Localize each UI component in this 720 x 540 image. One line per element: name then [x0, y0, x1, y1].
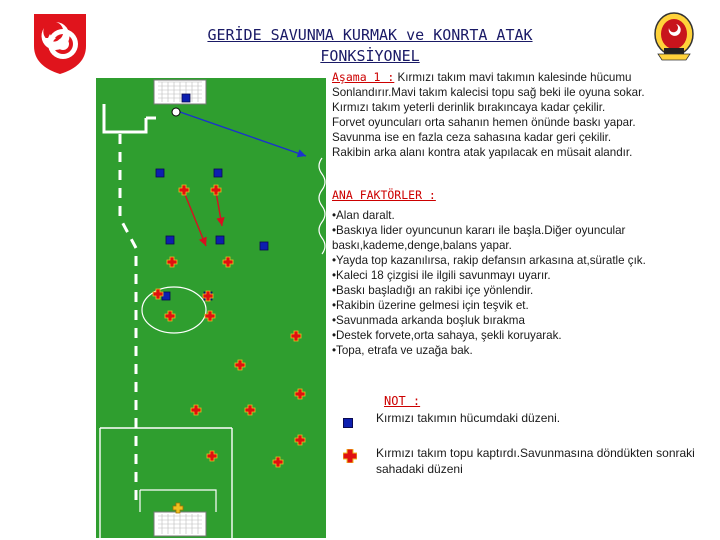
football-icon — [172, 108, 180, 116]
asama-1-line-2: Kırmızı takım yeterli derinlik bırakıncaya kadar çekilir. — [332, 101, 606, 114]
list-item: •Baskı başladığı an rakibi içe yönlendir. — [332, 284, 534, 297]
asama-1-section — [332, 70, 718, 160]
turkish-club-badge-icon — [652, 10, 696, 68]
blue-player-marker — [260, 242, 268, 250]
asama-1-line-3: Forvet oyuncuları orta sahanın hemen önünde baskı yapar. — [332, 116, 636, 129]
list-item: •Alan daralt. — [332, 209, 395, 222]
legend-red-text: Kırmızı takım topu kaptırdı.Savunmasına döndükten sonraki sahadaki düzeni — [376, 446, 695, 476]
blue-player-marker — [166, 236, 174, 244]
list-item: •Kaleci 18 çizgisi ile ilgili savunmayı uyarır. — [332, 269, 551, 282]
asama-1-label: Aşama 1 : — [332, 70, 395, 84]
asama-1-line-1: Sonlandırır.Mavi takım kalecisi topu sağ beki ile oyuna sokar. — [332, 86, 645, 99]
ana-faktorler-heading: ANA FAKTÖRLER : — [332, 188, 436, 202]
blue-player-marker — [216, 236, 224, 244]
blue-player-marker — [214, 169, 222, 177]
red-cross-marker-icon — [343, 449, 357, 463]
legend-blue-text: Kırmızı takımın hücumdaki düzeni. — [376, 411, 561, 425]
tff-crest-icon — [30, 10, 90, 76]
title-line-1: GERİDE SAVUNMA KURMAK ve KONRTA ATAK — [207, 26, 533, 44]
list-item: •Topa, etrafa ve uzağa bak. — [332, 344, 473, 357]
ana-faktorler-list — [332, 208, 718, 358]
asama-1-line-0: Kırmızı takım mavi takımın kalesinde hücumu — [397, 71, 632, 84]
blue-player-marker — [182, 94, 190, 102]
list-item: •Rakibin üzerine gelmesi için teşvik et. — [332, 299, 529, 312]
asama-1-line-4: Savunma ise en fazla ceza sahasına kadar geri çekilir. — [332, 131, 612, 144]
pitch-diagram — [96, 78, 326, 538]
blue-square-marker-icon — [343, 418, 353, 428]
list-item: •Baskıya lider oyuncunun kararı ile başla.Diğer oyuncular — [332, 224, 626, 237]
title-line-2: FONKSİYONEL — [320, 47, 420, 65]
blue-player-marker — [156, 169, 164, 177]
list-item: •Yayda top kazanılırsa, rakip defansın arkasına at,süratle çık. — [332, 254, 646, 267]
list-item: •Destek forvete,orta sahaya, şekli koruyarak. — [332, 329, 562, 342]
not-heading: NOT : — [384, 394, 421, 408]
list-item: •Savunmada arkanda boşluk bırakma — [332, 314, 525, 327]
asama-1-line-5: Rakibin arka alanı kontra atak yapılacak en müsait alandır. — [332, 146, 633, 159]
page-title — [130, 25, 610, 67]
list-item: baskı,kademe,denge,balans yapar. — [332, 239, 512, 252]
